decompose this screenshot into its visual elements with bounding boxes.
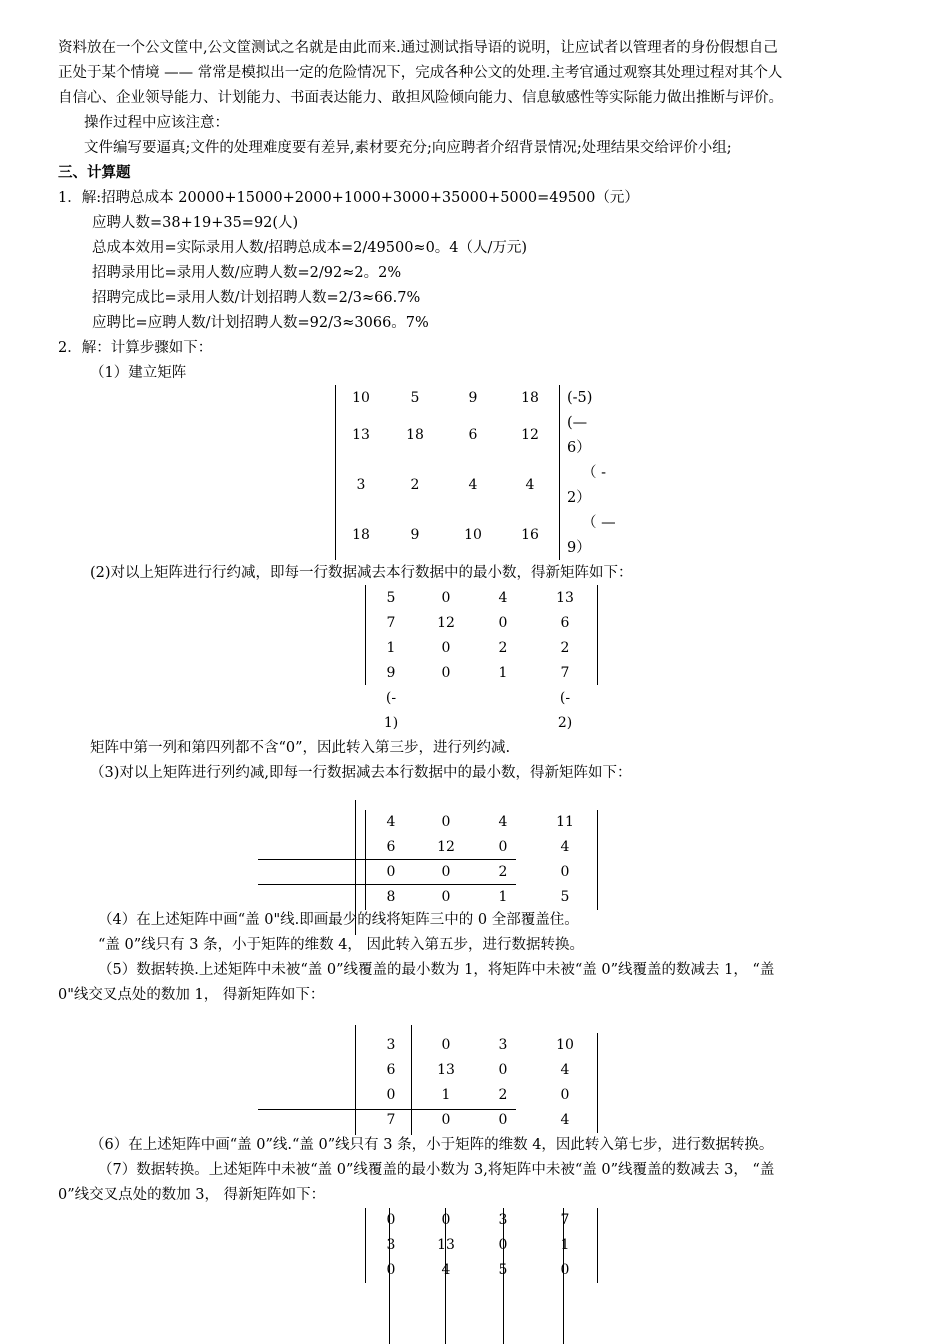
matrix-cell: 12 <box>437 839 455 855</box>
row-reduction: 2） <box>567 490 591 506</box>
matrix-bracket <box>559 385 560 560</box>
matrix-cell: 0 <box>441 864 451 880</box>
matrix-cell: 1 <box>498 665 508 681</box>
col-reduction: (- <box>385 690 397 706</box>
cover-zero-line <box>258 884 516 885</box>
q1-line: 总成本效用=实际录用人数/招聘总成本=2/49500≈0。4（人/万元) <box>92 240 528 256</box>
q2-intro: 2．解：计算步骤如下： <box>58 340 213 356</box>
q1-line: 1．解:招聘总成本 20000+15000+2000+1000+3000+35000+5000=49500（元） <box>58 190 639 206</box>
matrix-cell: 1 <box>386 640 396 656</box>
intro-line: 自信心、企业领导能力、计划能力、书面表达能力、敢担风险倾向能力、信息敏感性等实际能力做出推断与评价。 <box>58 90 783 106</box>
matrix-cell: 16 <box>521 527 539 543</box>
q2-step: 0”线交叉点处的数加 3， 得新矩阵如下： <box>58 1187 326 1203</box>
matrix-cell: 5 <box>410 390 420 406</box>
q2-step: （1）建立矩阵 <box>90 365 187 381</box>
matrix-cell: 7 <box>560 665 570 681</box>
matrix-bracket <box>597 585 598 685</box>
matrix-cell: 0 <box>441 1112 451 1128</box>
matrix-cell: 7 <box>386 1112 396 1128</box>
matrix-cell: 8 <box>386 889 396 905</box>
matrix-cell: 6 <box>386 1062 396 1078</box>
matrix-cell: 7 <box>386 615 396 631</box>
matrix-cell: 3 <box>356 477 366 493</box>
intro-line: 正处于某个情境 —— 常常是模拟出一定的危险情况下，完成各种公文的处理.主考官通过观察其处理过程对其个人 <box>58 65 783 81</box>
matrix-cell: 0 <box>441 814 451 830</box>
row-reduction: 6） <box>567 440 591 456</box>
matrix-cell: 10 <box>556 1037 574 1053</box>
row-reduction: 9） <box>567 540 591 556</box>
col-reduction: 2) <box>557 715 573 731</box>
q2-step: （5）数据转换.上述矩阵中未被“盖 0”线覆盖的最小数为 1，将矩阵中未被“盖 0”线覆盖的数减去 1， “盖 <box>98 962 775 978</box>
matrix-cell: 0 <box>560 1262 570 1278</box>
matrix-cell: 3 <box>498 1037 508 1053</box>
cover-zero-line <box>411 1025 412 1135</box>
matrix-cell: 0 <box>498 839 508 855</box>
intro-line: 操作过程中应该注意： <box>84 115 229 131</box>
matrix-cell: 9 <box>386 665 396 681</box>
matrix-cell: 4 <box>560 1112 570 1128</box>
matrix-cell: 13 <box>437 1062 455 1078</box>
matrix-cell: 4 <box>468 477 478 493</box>
matrix-cell: 0 <box>441 590 451 606</box>
col-reduction: 1) <box>383 715 399 731</box>
row-reduction: (-5) <box>567 390 593 406</box>
matrix-bracket <box>365 585 366 685</box>
matrix-bracket <box>365 810 366 910</box>
matrix-bracket <box>597 1033 598 1133</box>
matrix-cell: 0 <box>386 1087 396 1103</box>
matrix-cell: 10 <box>464 527 482 543</box>
matrix-cell: 13 <box>556 590 574 606</box>
matrix-cell: 2 <box>410 477 420 493</box>
matrix-cell: 0 <box>441 889 451 905</box>
matrix-cell: 0 <box>560 864 570 880</box>
matrix-cell: 0 <box>441 1212 451 1228</box>
matrix-cell: 3 <box>386 1037 396 1053</box>
matrix-cell: 0 <box>498 1112 508 1128</box>
matrix-cell: 12 <box>437 615 455 631</box>
matrix-bracket <box>597 810 598 910</box>
matrix-cell: 2 <box>498 1087 508 1103</box>
row-reduction: （ — <box>582 515 616 531</box>
matrix-bracket <box>597 1208 598 1283</box>
matrix-cell: 2 <box>560 640 570 656</box>
matrix-cell: 2 <box>498 864 508 880</box>
row-reduction: (— <box>567 415 588 431</box>
matrix-cell: 5 <box>386 590 396 606</box>
matrix-cell: 4 <box>441 1262 451 1278</box>
matrix-cell: 0 <box>386 864 396 880</box>
matrix-cell: 2 <box>498 640 508 656</box>
matrix-cell: 3 <box>386 1237 396 1253</box>
matrix-cell: 9 <box>410 527 420 543</box>
matrix-cell: 0 <box>386 1262 396 1278</box>
matrix-cell: 13 <box>437 1237 455 1253</box>
matrix-cell: 12 <box>521 427 539 443</box>
matrix-cell: 0 <box>498 1062 508 1078</box>
matrix-cell: 9 <box>468 390 478 406</box>
matrix-bracket <box>335 385 336 560</box>
matrix-cell: 7 <box>560 1212 570 1228</box>
matrix-cell: 10 <box>352 390 370 406</box>
matrix-cell: 1 <box>498 889 508 905</box>
matrix-cell: 0 <box>498 1237 508 1253</box>
matrix-cell: 6 <box>468 427 478 443</box>
matrix-cell: 0 <box>386 1212 396 1228</box>
matrix-cell: 4 <box>498 814 508 830</box>
q1-line: 招聘完成比=录用人数/计划招聘人数=2/3≈66.7% <box>92 290 421 306</box>
matrix-bracket <box>365 1208 366 1283</box>
matrix-cell: 4 <box>386 814 396 830</box>
q2-step: (2)对以上矩阵进行行约减，即每一行数据减去本行数据中的最小数，得新矩阵如下： <box>90 565 633 581</box>
intro-line: 资料放在一个公文筐中,公文筐测试之名就是由此而来.通过测试指导语的说明，让应试者以管理者的身份假想自己 <box>58 40 778 56</box>
matrix-cell: 13 <box>352 427 370 443</box>
matrix-cell: 18 <box>521 390 539 406</box>
matrix-cell: 5 <box>560 889 570 905</box>
matrix-cell: 18 <box>352 527 370 543</box>
col-reduction: (- <box>559 690 571 706</box>
q2-step: （3)对以上矩阵进行列约减,即每一行数据减去本行数据中的最小数，得新矩阵如下： <box>90 765 632 781</box>
q2-step: （4）在上述矩阵中画“盖 0"线.即画最少的线将矩阵三中的 0 全部覆盖住。 <box>98 912 579 928</box>
cover-zero-line <box>258 859 516 860</box>
matrix-cell: 4 <box>525 477 535 493</box>
q2-step: 0"线交叉点处的数加 1， 得新矩阵如下： <box>58 987 325 1003</box>
matrix-cell: 6 <box>386 839 396 855</box>
matrix-cell: 11 <box>556 814 574 830</box>
intro-line: 文件编写要逼真;文件的处理难度要有差异,素材要充分;向应聘者介绍背景情况;处理结果交给评价小组; <box>84 140 732 156</box>
matrix-cell: 6 <box>560 615 570 631</box>
matrix-cell: 1 <box>441 1087 451 1103</box>
q2-note: 矩阵中第一列和第四列都不含“0”，因此转入第三步，进行列约减. <box>90 740 511 756</box>
matrix-cell: 4 <box>560 839 570 855</box>
matrix-cell: 0 <box>441 640 451 656</box>
matrix-cell: 1 <box>560 1237 570 1253</box>
matrix-cell: 18 <box>406 427 424 443</box>
q2-step: （7）数据转换。上述矩阵中未被“盖 0”线覆盖的最小数为 3,将矩阵中未被“盖 0”线覆盖的数减去 3， “盖 <box>98 1162 775 1178</box>
cover-zero-line <box>355 1025 356 1135</box>
q1-line: 招聘录用比=录用人数/应聘人数=2/92≈2。2% <box>92 265 402 281</box>
q1-line: 应聘比=应聘人数/计划招聘人数=92/3≈3066。7% <box>92 315 429 331</box>
matrix-cell: 0 <box>560 1087 570 1103</box>
q1-line: 应聘人数=38+19+35=92(人) <box>92 215 299 231</box>
matrix-cell: 4 <box>498 590 508 606</box>
matrix-cell: 5 <box>498 1262 508 1278</box>
q2-step: “盖 0”线只有 3 条，小于矩阵的维数 4， 因此转入第五步，进行数据转换。 <box>98 937 585 953</box>
row-reduction: （ - <box>582 465 607 481</box>
matrix-cell: 0 <box>441 665 451 681</box>
matrix-cell: 3 <box>498 1212 508 1228</box>
section-title: 三、计算题 <box>58 164 131 181</box>
q2-step: （6）在上述矩阵中画“盖 0”线.“盖 0”线只有 3 条，小于矩阵的维数 4，因此转入第七步，进行数据转换。 <box>90 1137 774 1153</box>
matrix-cell: 0 <box>441 1037 451 1053</box>
matrix-cell: 0 <box>498 615 508 631</box>
matrix-cell: 4 <box>560 1062 570 1078</box>
